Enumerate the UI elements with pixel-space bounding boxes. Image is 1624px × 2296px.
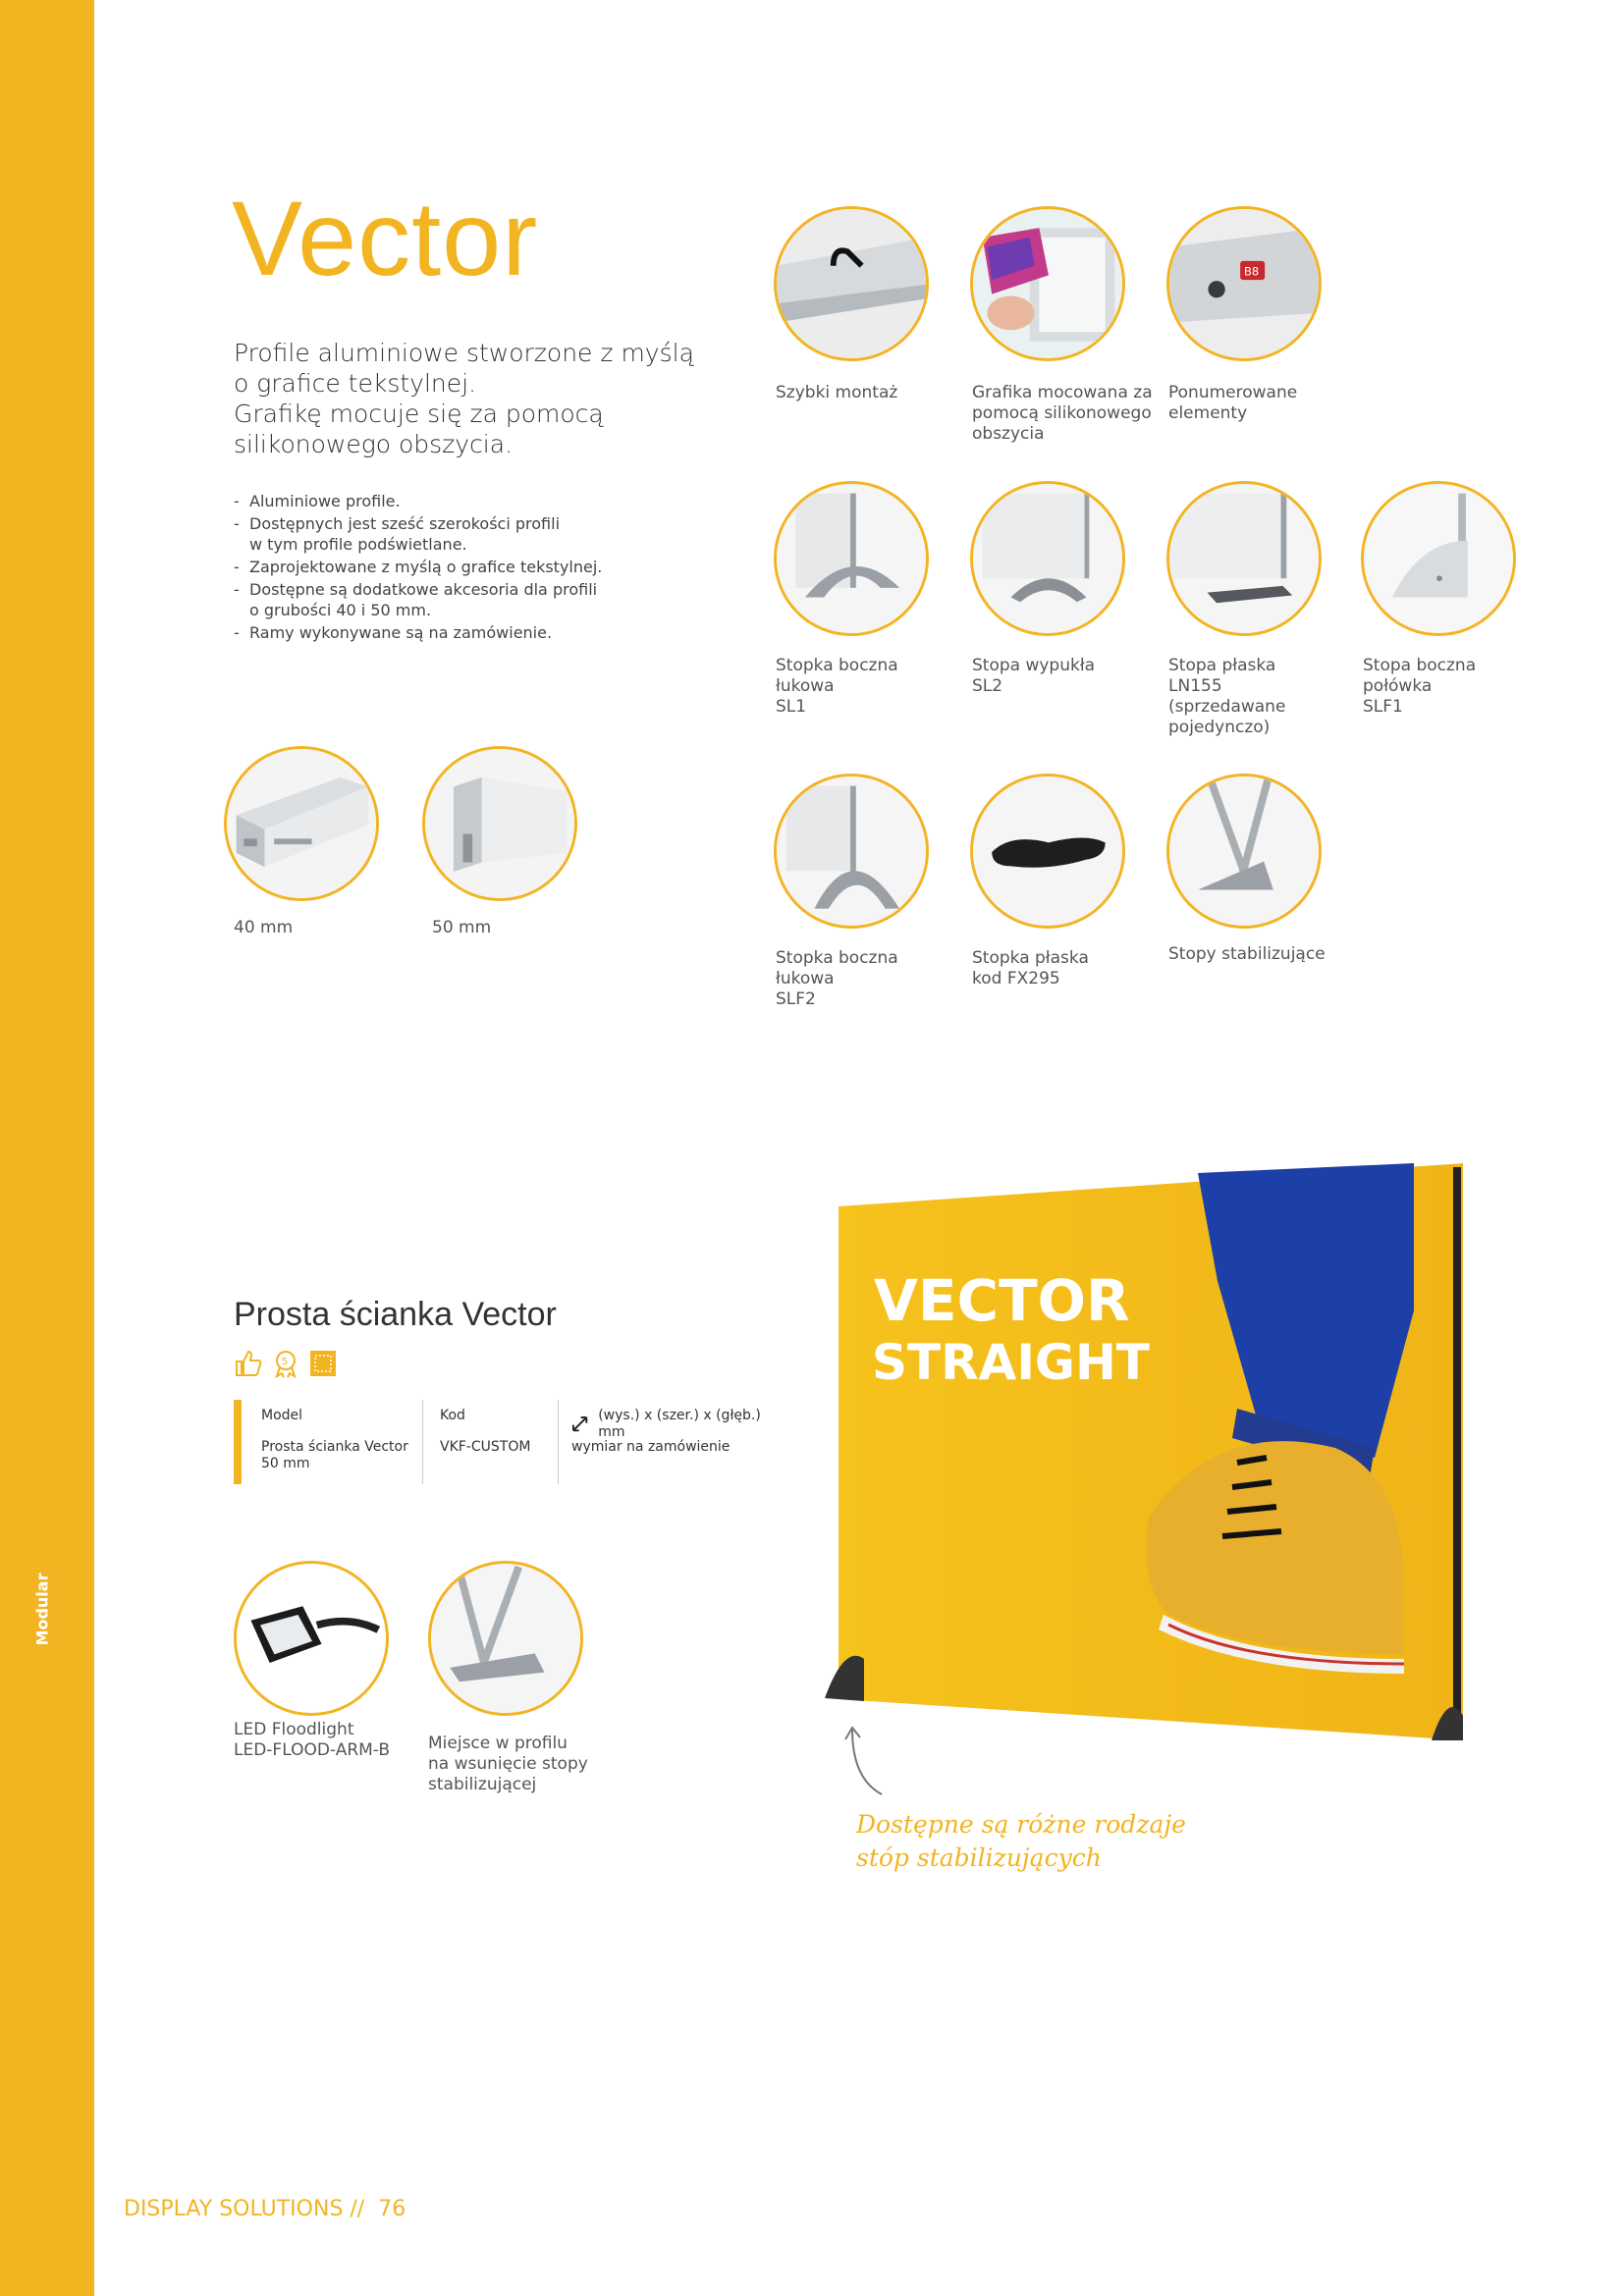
foot-sl1-image	[774, 481, 929, 636]
intro-text: Profile aluminiowe stworzone z myślą o grafice tekstylnej. Grafikę mocuje się za pomocą silikonowego obszycia.	[234, 339, 694, 458]
numbered-elements-image	[1166, 206, 1322, 361]
list-item: - Zaprojektowane z myślą o grafice tekstylnej.	[234, 557, 626, 577]
stabilizing-feet-image	[1166, 774, 1322, 929]
gallery-caption: Stopka płaska kod FX295	[972, 948, 1089, 988]
spec-accent-bar	[234, 1400, 242, 1484]
svg-text:5: 5	[282, 1357, 289, 1367]
resize-arrow-icon	[571, 1415, 588, 1433]
gallery-caption: Grafika mocowana za pomocą silikonowego obszycia	[972, 383, 1153, 444]
list-item: - Dostępnych jest sześć szerokości profili w tym profile podświetlane.	[234, 513, 626, 555]
sidebar-band	[0, 0, 94, 2296]
foot-slf1-image	[1361, 481, 1516, 636]
thumbs-up-icon	[234, 1349, 263, 1378]
divider	[422, 1400, 423, 1484]
handwritten-note: Dostępne są różne rodzaje stóp stabilizujących	[856, 1810, 1186, 1872]
quick-assembly-image	[774, 206, 929, 361]
spec-code-value: VKF-CUSTOM	[440, 1439, 531, 1455]
footer-text: DISPLAY SOLUTIONS //	[124, 2197, 365, 2221]
footer	[124, 2197, 406, 2221]
accessory-caption: LED Floodlight LED-FLOOD-ARM-B	[234, 1720, 390, 1760]
spec-dims-header: (wys.) x (szer.) x (głęb.) mm	[571, 1408, 784, 1441]
gallery-caption: Stopa płaska LN155 (sprzedawane pojedynczo)	[1168, 656, 1286, 737]
profile-50mm-image	[422, 746, 577, 901]
silicone-edge-image	[970, 206, 1125, 361]
foot-slf2-image	[774, 774, 929, 929]
sidebar-section-label: Modular	[32, 1573, 52, 1646]
list-item: - Ramy wykonywane są na zamówienie.	[234, 622, 626, 643]
spec-code-header: Kod	[440, 1408, 465, 1423]
gallery-caption: Stopy stabilizujące	[1168, 944, 1326, 964]
gallery-caption: Ponumerowane elementy	[1168, 383, 1298, 423]
gallery-caption: Stopka boczna łukowa SL1	[776, 656, 898, 717]
page-title: Vector	[232, 179, 539, 297]
gallery-caption: Stopa wypukła SL2	[972, 656, 1096, 696]
gallery-caption: Stopka boczna łukowa SLF2	[776, 948, 898, 1009]
foot-sl2-image	[970, 481, 1125, 636]
foot-fx295-image	[970, 774, 1125, 929]
profile-40mm-image	[224, 746, 379, 901]
list-item: - Aluminiowe profile.	[234, 491, 626, 511]
spec-table	[234, 1400, 784, 1484]
product-title: Prosta ścianka Vector	[234, 1296, 557, 1333]
spec-code-col	[440, 1400, 558, 1484]
profile-50mm-label: 50 mm	[432, 918, 492, 937]
billboard-line2: STRAIGHT	[872, 1334, 1150, 1391]
list-item: - Dostępne są dodatkowe akcesoria dla profili o grubości 40 i 50 mm.	[234, 579, 626, 620]
arrow-icon	[842, 1720, 892, 1798]
stabilizer-slot-image	[428, 1561, 583, 1716]
spec-dims-col	[571, 1400, 784, 1484]
foot-ln155-image	[1166, 481, 1322, 636]
profile-40mm-label: 40 mm	[234, 918, 294, 937]
gallery-caption: Szybki montaż	[776, 383, 898, 402]
billboard-line1: VECTOR	[874, 1267, 1130, 1334]
svg-text:B8: B8	[1244, 264, 1260, 279]
gallery-caption: Stopa boczna połówka SLF1	[1363, 656, 1477, 717]
frame-icon	[308, 1349, 338, 1378]
vector-straight-wall-image	[825, 1163, 1463, 1772]
led-floodlight-image	[234, 1561, 389, 1716]
spec-dims-value: wymiar na zamówienie	[571, 1439, 731, 1455]
divider	[558, 1400, 559, 1484]
accessory-caption: Miejsce w profilu na wsunięcie stopy stabilizującej	[428, 1734, 588, 1794]
feature-list	[234, 491, 626, 645]
spec-model-value: Prosta ścianka Vector 50 mm	[261, 1439, 408, 1471]
spec-model-header: Model	[261, 1408, 303, 1423]
spec-model-col	[261, 1400, 418, 1484]
product-icons	[234, 1349, 338, 1378]
award-icon	[271, 1349, 300, 1378]
page-number: 76	[378, 2197, 406, 2221]
